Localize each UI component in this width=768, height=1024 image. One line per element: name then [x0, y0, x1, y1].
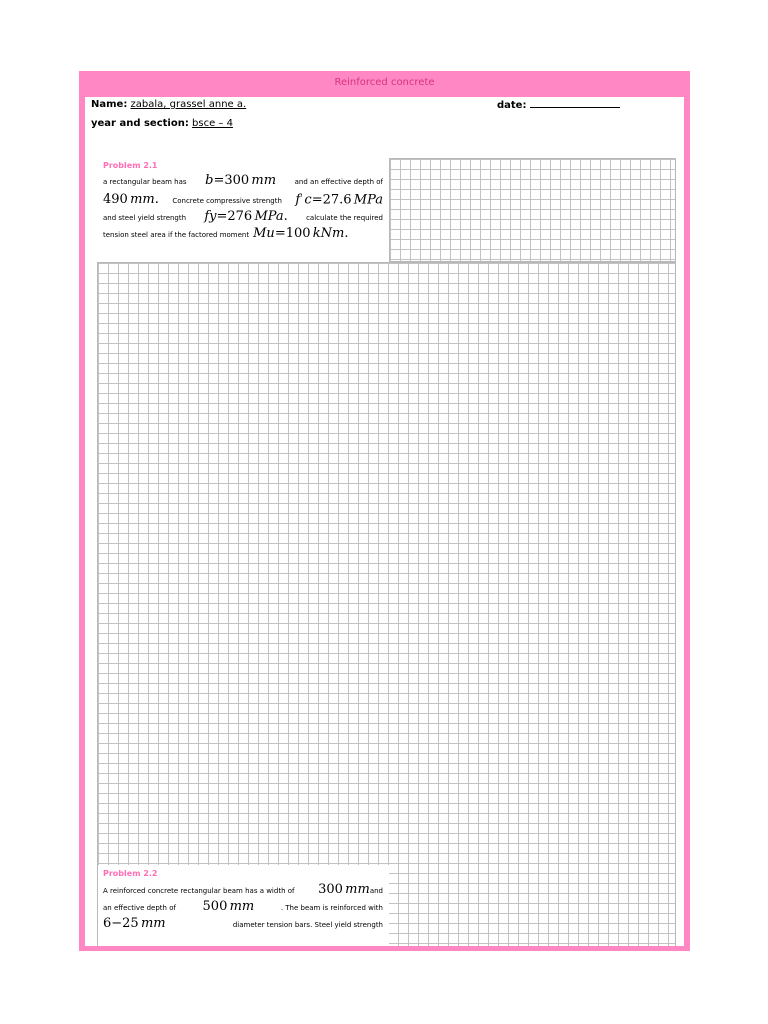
- year-section-label: year and section:: [91, 118, 189, 129]
- name-row: [91, 99, 246, 110]
- problem-2-2-width: 300 mmand: [318, 882, 383, 897]
- problem-2-1-line3b-text: calculate the required: [306, 214, 383, 223]
- name-value: zabala, grassel anne a.: [130, 99, 247, 110]
- problem-2-2-line3-text: diameter tension bars. Steel yield strength: [232, 921, 383, 929]
- problem-2-1-fy: fy=276 MPa.: [204, 209, 288, 225]
- problem-2-1: [98, 159, 389, 261]
- worksheet-body: [85, 97, 684, 946]
- problem-2-1-depth: 490 mm.: [103, 192, 159, 208]
- problem-2-1-b-width: b=300 mm: [205, 173, 277, 188]
- problem-2-1-fc: f' c=27.6 MPa: [295, 192, 383, 208]
- year-section-row: [91, 118, 233, 129]
- name-label: Name:: [91, 99, 128, 110]
- problem-2-2-text: [103, 882, 383, 933]
- problem-2-2-depth: 500 mm: [202, 899, 255, 914]
- date-row: [497, 99, 620, 111]
- problem-2-2-bars: 6−25 mm: [103, 916, 166, 931]
- problem-2-1-line1-text: a rectangular beam has: [103, 178, 187, 186]
- problem-2-2-title: Problem 2.2: [103, 869, 158, 878]
- problem-2-2-line2-text: an effective depth of: [103, 904, 176, 912]
- date-label: date:: [497, 100, 527, 111]
- worksheet: [79, 71, 690, 951]
- graph-paper-top: [389, 158, 676, 262]
- year-section-value: bsce – 4: [192, 118, 233, 129]
- date-field: [530, 99, 620, 108]
- problem-2-1-title: Problem 2.1: [103, 161, 158, 170]
- problem-2-1-line2-text: Concrete compressive strength: [172, 197, 282, 206]
- problem-2-1-line4-text: tension steel area if the factored moment: [103, 231, 250, 240]
- problem-2-1-text: [103, 173, 383, 243]
- problem-2-1-mu: Mu=100 kNm.: [253, 226, 349, 242]
- graph-paper-main: [97, 262, 676, 946]
- problem-2-2: [98, 865, 389, 946]
- sheet-title: Reinforced concrete: [334, 77, 435, 88]
- problem-2-1-line1b-text: and an effective depth of: [294, 178, 383, 186]
- problem-2-1-line3-text: and steel yield strength: [103, 214, 187, 223]
- problem-2-2-line2b-text: . The beam is reinforced with: [280, 904, 383, 912]
- problem-2-2-line1-text: A reinforced concrete rectangular beam has a width of: [103, 887, 295, 895]
